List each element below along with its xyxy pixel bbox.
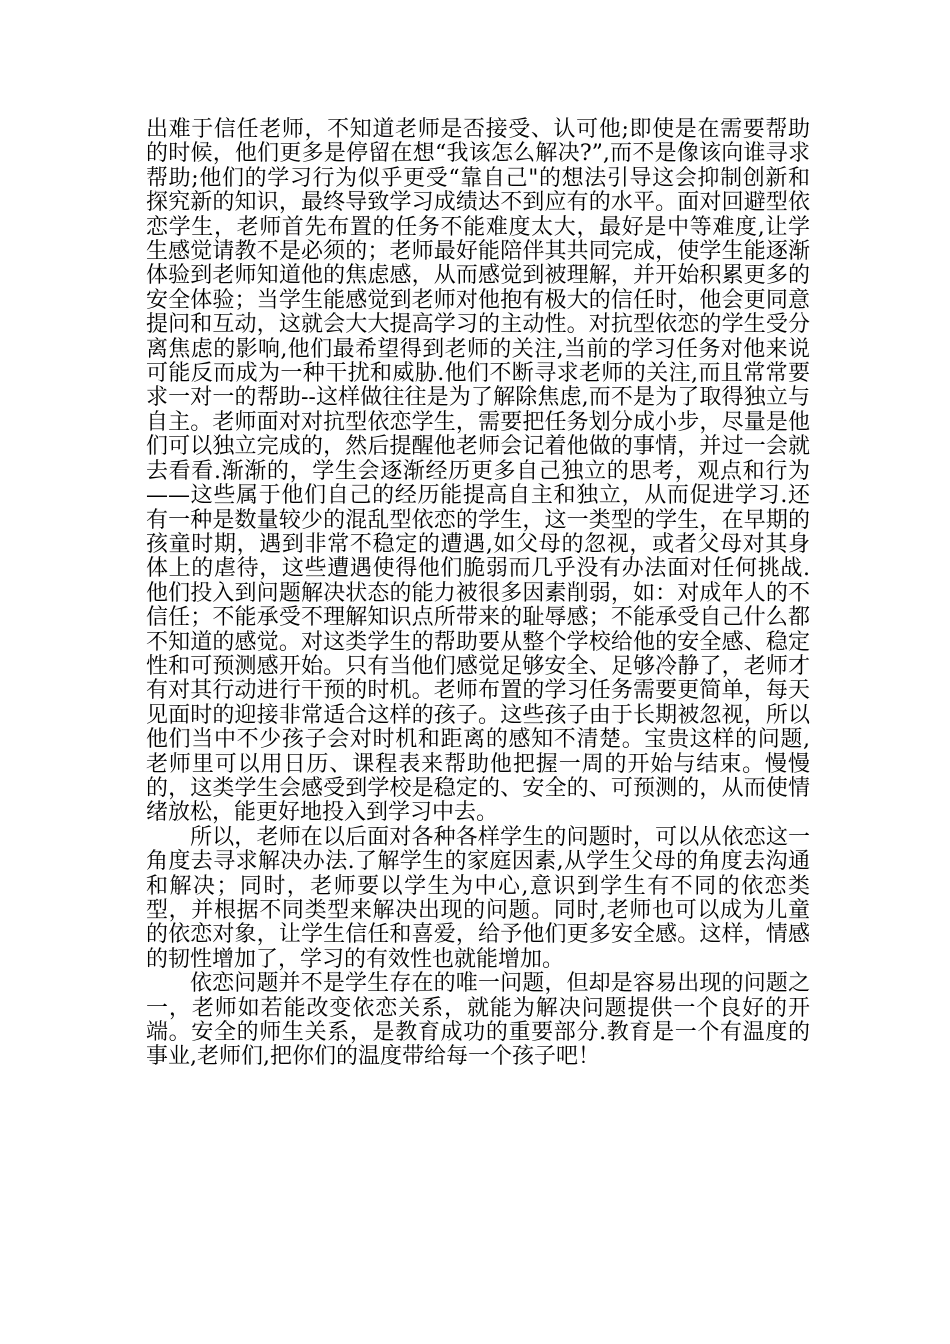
paragraph-conclusion: 所以，老师在以后面对各种各样学生的问题时，可以从依恋这一角度去寻求解决办法.了解学生的家庭因素,从学生父母的角度去沟通和解决；同时，老师要以学生为中心,意识到学生有不同的依恋类型，并根据不同类型来解决出现的问题。同时,老师也可以成为儿童的依恋对象，让学生信任和喜爱，给予他们更多安全感。这样，情感的韧性增加了，学习的有效性也就能增加。 — [146, 824, 810, 972]
paragraph-closing: 依恋问题并不是学生存在的唯一问题，但却是容易出现的问题之一，老师如若能改变依恋关系，就能为解决问题提供一个良好的开端。安全的师生关系，是教育成功的重要部分.教育是一个有温度的事业,老师们,把你们的温度带给每一个孩子吧！ — [146, 971, 810, 1070]
paragraph-continued: 出难于信任老师，不知道老师是否接受、认可他;即使是在需要帮助的时候，他们更多是停留在想“我该怎么解决?”,而不是像该向谁寻求帮助;他们的学习行为似乎更受“靠自己"的想法引导这会抑制创新和探究新的知识，最终导致学习成绩达不到应有的水平。面对回避型依恋学生，老师首先布置的任务不能难度太大，最好是中等难度,让学生感觉请教不是必须的；老师最好能陪伴其共同完成，使学生能逐渐体验到老师知道他的焦虑感，从而感觉到被理解，并开始积累更多的安全体验；当学生能感觉到老师对他抱有极大的信任时，他会更同意提问和互动，这就会大大提高学习的主动性。对抗型依恋的学生受分离焦虑的影响,他们最希望得到老师的关注,当前的学习任务对他来说可能反而成为一种干扰和威胁.他们不断寻求老师的关注,而且常常要求一对一的帮助--这样做往往是为了解除焦虑,而不是为了取得独立与自主。老师面对对抗型依恋学生，需要把任务划分成小步，尽量是他们可以独立完成的，然后提醒他老师会记着他做的事情，并过一会就去看看.渐渐的，学生会逐渐经历更多自己独立的思考，观点和行为——这些属于他们自己的经历能提高自主和独立，从而促进学习.还有一种是数量较少的混乱型依恋的学生，这一类型的学生，在早期的孩童时期，遇到非常不稳定的遭遇,如父母的忽视，或者父母对其身体上的虐待，这些遭遇使得他们脆弱而几乎没有办法面对任何挑战.他们投入到问题解决状态的能力被很多因素削弱，如：对成年人的不信任；不能承受不理解知识点所带来的耻辱感；不能承受自己什么都不知道的感觉。对这类学生的帮助要从整个学校给他的安全感、稳定性和可预测感开始。只有当他们感觉足够安全、足够冷静了，老师才有对其行动进行干预的时机。老师布置的学习任务需要更简单，每天见面时的迎接非常适合这样的孩子。这些孩子由于长期被忽视，所以他们当中不少孩子会对时机和距离的感知不清楚。宝贵这样的问题,老师里可以用日历、课程表来帮助他把握一周的开始与结束。慢慢的，这类学生会感受到学校是稳定的、安全的、可预测的，从而使情绪放松，能更好地投入到学习中去。 — [146, 117, 810, 826]
body-text — [146, 118, 810, 1070]
